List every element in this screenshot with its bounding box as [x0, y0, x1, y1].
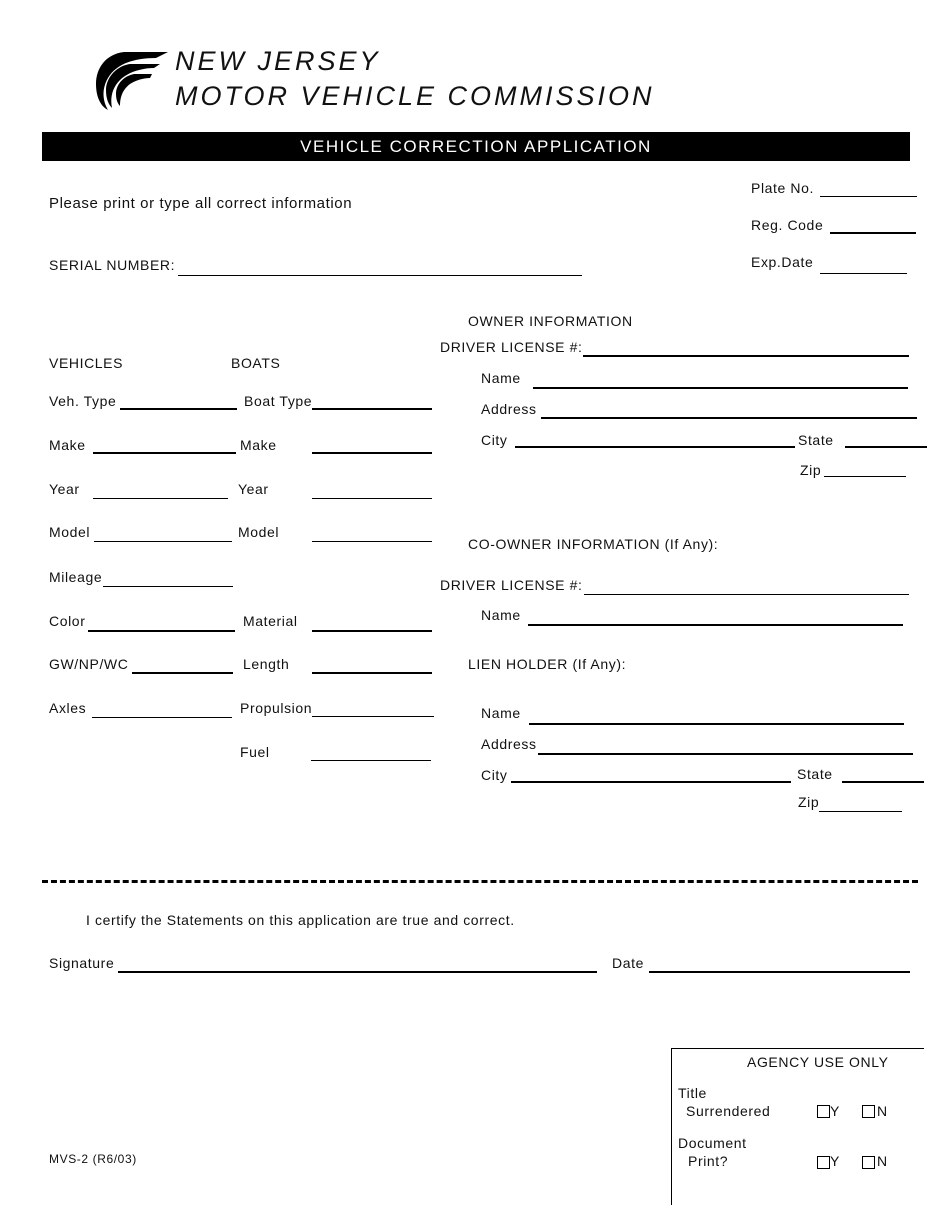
veh-mileage-field[interactable] [103, 586, 233, 587]
title-no-label: N [877, 1103, 888, 1119]
document-no-label: N [877, 1153, 888, 1169]
coowner-name-field[interactable] [528, 624, 903, 626]
veh-model-field[interactable] [94, 541, 232, 542]
boat-type-label: Boat Type [244, 393, 313, 409]
certify-statement: I certify the Statements on this application are true and correct. [86, 912, 515, 928]
vehicles-heading: VEHICLES [49, 355, 124, 371]
boat-material-label: Material [243, 613, 298, 629]
boat-model-field[interactable] [312, 541, 432, 542]
boat-year-label: Year [238, 481, 269, 497]
veh-type-label: Veh. Type [49, 393, 117, 409]
agency-heading: AGENCY USE ONLY [747, 1054, 889, 1070]
date-label: Date [612, 955, 644, 971]
reg-code-field[interactable] [830, 232, 916, 234]
owner-dl-field[interactable] [583, 355, 909, 357]
boat-make-label: Make [240, 437, 277, 453]
boat-propulsion-field[interactable] [312, 716, 434, 717]
owner-dl-label: DRIVER LICENSE #: [440, 339, 583, 355]
exp-date-label: Exp.Date [751, 254, 814, 270]
owner-state-label: State [798, 432, 834, 448]
exp-date-field[interactable] [820, 273, 907, 274]
signature-field[interactable] [118, 971, 597, 973]
coowner-dl-label: DRIVER LICENSE #: [440, 577, 583, 593]
title-label-line2: Surrendered [686, 1103, 771, 1119]
veh-make-label: Make [49, 437, 86, 453]
veh-year-field[interactable] [93, 498, 228, 499]
owner-state-field[interactable] [845, 446, 927, 448]
lien-name-label: Name [481, 705, 521, 721]
owner-name-field[interactable] [533, 387, 908, 389]
serial-number-label: SERIAL NUMBER: [49, 257, 176, 273]
owner-zip-label: Zip [800, 462, 822, 478]
lien-city-label: City [481, 767, 508, 783]
lien-city-field[interactable] [511, 781, 791, 783]
boat-length-field[interactable] [312, 672, 432, 674]
veh-make-field[interactable] [93, 452, 236, 454]
date-field[interactable] [649, 971, 910, 973]
boat-propulsion-label: Propulsion [240, 700, 313, 716]
coowner-heading: CO-OWNER INFORMATION (If Any): [468, 536, 719, 552]
plate-no-field[interactable] [820, 196, 917, 197]
boat-length-label: Length [243, 656, 290, 672]
owner-address-label: Address [481, 401, 537, 417]
title-yes-checkbox[interactable] [817, 1105, 830, 1118]
org-name-line2: MOTOR VEHICLE COMMISSION [175, 81, 655, 111]
owner-city-label: City [481, 432, 508, 448]
owner-heading: OWNER INFORMATION [468, 313, 633, 329]
boat-make-field[interactable] [312, 452, 432, 454]
nj-mvc-logo [94, 50, 170, 112]
form-title-banner: VEHICLE CORRECTION APPLICATION [42, 132, 910, 161]
veh-color-label: Color [49, 613, 86, 629]
document-yes-checkbox[interactable] [817, 1156, 830, 1169]
coowner-dl-field[interactable] [584, 594, 909, 595]
document-label-line1: Document [678, 1135, 747, 1151]
signature-label: Signature [49, 955, 115, 971]
agency-use-box [671, 1048, 924, 1205]
veh-type-field[interactable] [120, 408, 237, 410]
plate-no-label: Plate No. [751, 180, 814, 196]
veh-mileage-label: Mileage [49, 569, 103, 585]
owner-city-field[interactable] [515, 446, 795, 448]
title-no-checkbox[interactable] [862, 1105, 875, 1118]
lien-address-label: Address [481, 736, 537, 752]
lien-state-label: State [797, 766, 833, 782]
org-name-line1: NEW JERSEY [175, 46, 381, 76]
boat-material-field[interactable] [312, 630, 432, 632]
veh-gw-label: GW/NP/WC [49, 656, 129, 672]
owner-address-field[interactable] [541, 417, 917, 419]
document-yes-label: Y [830, 1153, 840, 1169]
lien-zip-label: Zip [798, 794, 820, 810]
form-code: MVS-2 (R6/03) [49, 1152, 137, 1166]
document-label-line2: Print? [688, 1153, 729, 1169]
cut-line-divider [42, 880, 918, 883]
lien-address-field[interactable] [538, 753, 913, 755]
lien-heading: LIEN HOLDER (If Any): [468, 656, 627, 672]
boat-type-field[interactable] [312, 408, 432, 410]
serial-number-field[interactable] [178, 275, 582, 276]
boat-fuel-label: Fuel [240, 744, 270, 760]
lien-name-field[interactable] [529, 723, 904, 725]
boat-model-label: Model [238, 524, 280, 540]
document-no-checkbox[interactable] [862, 1156, 875, 1169]
veh-color-field[interactable] [88, 630, 235, 632]
veh-model-label: Model [49, 524, 91, 540]
veh-axles-field[interactable] [92, 717, 232, 718]
owner-name-label: Name [481, 370, 521, 386]
lien-state-field[interactable] [842, 781, 924, 783]
reg-code-label: Reg. Code [751, 217, 824, 233]
veh-gw-field[interactable] [132, 672, 233, 674]
boat-fuel-field[interactable] [311, 760, 431, 761]
boat-year-field[interactable] [312, 498, 432, 499]
boats-heading: BOATS [231, 355, 281, 371]
instruction-text: Please print or type all correct information [49, 195, 353, 212]
title-yes-label: Y [830, 1103, 840, 1119]
veh-year-label: Year [49, 481, 80, 497]
lien-zip-field[interactable] [819, 811, 902, 812]
veh-axles-label: Axles [49, 700, 87, 716]
coowner-name-label: Name [481, 607, 521, 623]
owner-zip-field[interactable] [824, 476, 906, 477]
title-label-line1: Title [678, 1085, 707, 1101]
